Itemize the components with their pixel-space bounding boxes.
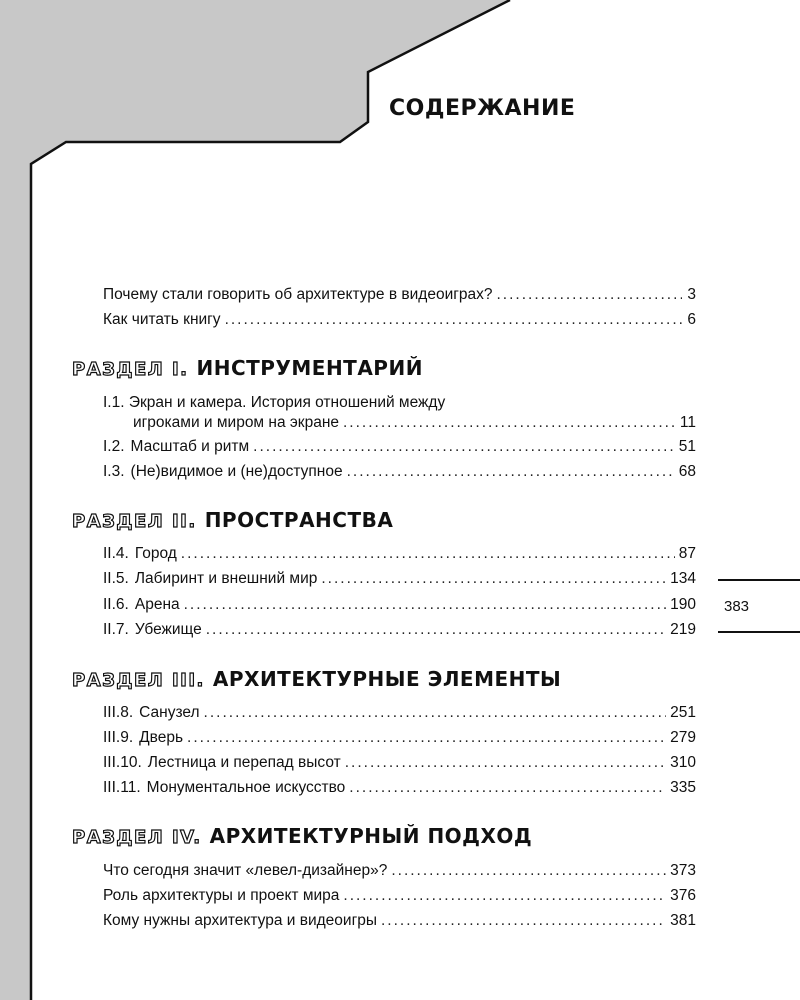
entry-title: Как читать книгу [103,311,221,328]
toc-entry-1-1[interactable] [103,393,696,433]
page-title: СОДЕРЖАНИЕ [389,96,576,121]
entry-page: 335 [670,779,696,796]
entry-number: I.1. [103,394,125,411]
entry-number: II.7. [103,621,129,638]
frame-border-line [31,0,510,1000]
entry-title: Лабиринт и внешний мир [134,570,318,587]
entry-title: Почему стали говорить об архитектуре в видеоиграх? [103,286,493,303]
section-title: ИНСТРУМЕНТАРИЙ [196,356,423,380]
entry-number: I.3. [103,463,125,480]
toc-entry-2-4[interactable] [103,544,696,564]
dot-leader [253,437,675,457]
toc-entry-2-7[interactable] [103,620,696,640]
entry-title-line-2: игроками и миром на экране [133,414,339,431]
dot-leader [206,620,666,640]
entry-number: I.2. [103,438,125,455]
entry-page: 279 [670,729,696,746]
section-title: АРХИТЕКТУРНЫЕ ЭЛЕМЕНТЫ [212,667,562,691]
toc-entry-2-6[interactable] [103,595,696,615]
entry-title: Арена [134,596,180,613]
entry-page: 251 [670,704,696,721]
entry-number: III.8. [103,704,134,721]
entry-page: 51 [678,438,696,455]
dot-leader [347,462,675,482]
entry-page: 190 [670,596,696,613]
toc-entry-1-2[interactable] [103,437,696,457]
toc-entry-intro-2[interactable] [103,310,696,330]
entry-title: Монументальное искусство [146,779,346,796]
entry-page: 6 [687,311,696,328]
entry-page: 68 [678,463,696,480]
entry-number: III.9. [103,729,134,746]
toc-entry-3-8[interactable] [103,703,696,723]
dot-leader [391,861,666,881]
section-heading-4 [72,824,532,848]
toc-entry-intro-1[interactable] [103,285,696,305]
toc-entry-1-3[interactable] [103,462,696,482]
section-title: ПРОСТРАНСТВА [204,508,394,532]
entry-page: 11 [679,414,696,431]
entry-number: III.11. [103,779,141,796]
toc-entry-4-3[interactable] [103,911,696,931]
entry-page: 87 [678,545,696,562]
entry-page: 219 [670,621,696,638]
dot-leader [349,778,666,798]
entry-title: Кому нужны архитектура и видеоигры [103,912,377,929]
page-number: 383 [724,598,750,615]
dot-leader [184,595,667,615]
dot-leader [187,728,666,748]
dot-leader [345,753,666,773]
toc-entry-2-5[interactable] [103,569,696,589]
entry-page: 376 [670,887,696,904]
dot-leader [225,310,682,330]
entry-title: Дверь [139,729,184,746]
dot-leader [181,544,675,564]
section-heading-1 [72,356,423,380]
entry-title: Санузел [139,704,200,721]
toc-entry-3-10[interactable] [103,753,696,773]
entry-page: 373 [670,862,696,879]
dot-leader [204,703,667,723]
section-label: РАЗДЕЛ I. [72,359,189,380]
entry-page: 381 [670,912,696,929]
section-label: РАЗДЕЛ II. [72,511,197,532]
entry-number: II.6. [103,596,129,613]
entry-title-line-1: Экран и камера. История отношений между [128,394,446,411]
toc-entry-4-1[interactable] [103,861,696,881]
entry-title: Что сегодня значит «левел-дизайнер»? [103,862,388,879]
toc-entry-3-9[interactable] [103,728,696,748]
entry-page: 310 [670,754,696,771]
entry-title: Лестница и перепад высот [147,754,341,771]
section-heading-3 [72,667,561,691]
entry-number: II.5. [103,570,129,587]
entry-title: Роль архитектуры и проект мира [103,887,340,904]
dot-leader [381,911,666,931]
entry-title: Город [134,545,177,562]
entry-title: Масштаб и ритм [130,438,250,455]
toc-entry-3-11[interactable] [103,778,696,798]
section-label: РАЗДЕЛ IV. [72,827,202,848]
entry-title: (Не)видимое и (не)доступное [130,463,343,480]
dot-leader [497,285,683,305]
entry-number: III.10. [103,754,142,771]
entry-number: II.4. [103,545,129,562]
entry-page: 134 [670,570,696,587]
dot-leader [321,569,666,589]
entry-title: Убежище [134,621,202,638]
dot-leader [343,886,666,906]
section-title: АРХИТЕКТУРНЫЙ ПОДХОД [209,824,533,848]
section-heading-2 [72,508,393,532]
section-label: РАЗДЕЛ III. [72,670,205,691]
entry-page: 3 [687,286,696,303]
toc-entry-4-2[interactable] [103,886,696,906]
dot-leader [343,413,676,433]
